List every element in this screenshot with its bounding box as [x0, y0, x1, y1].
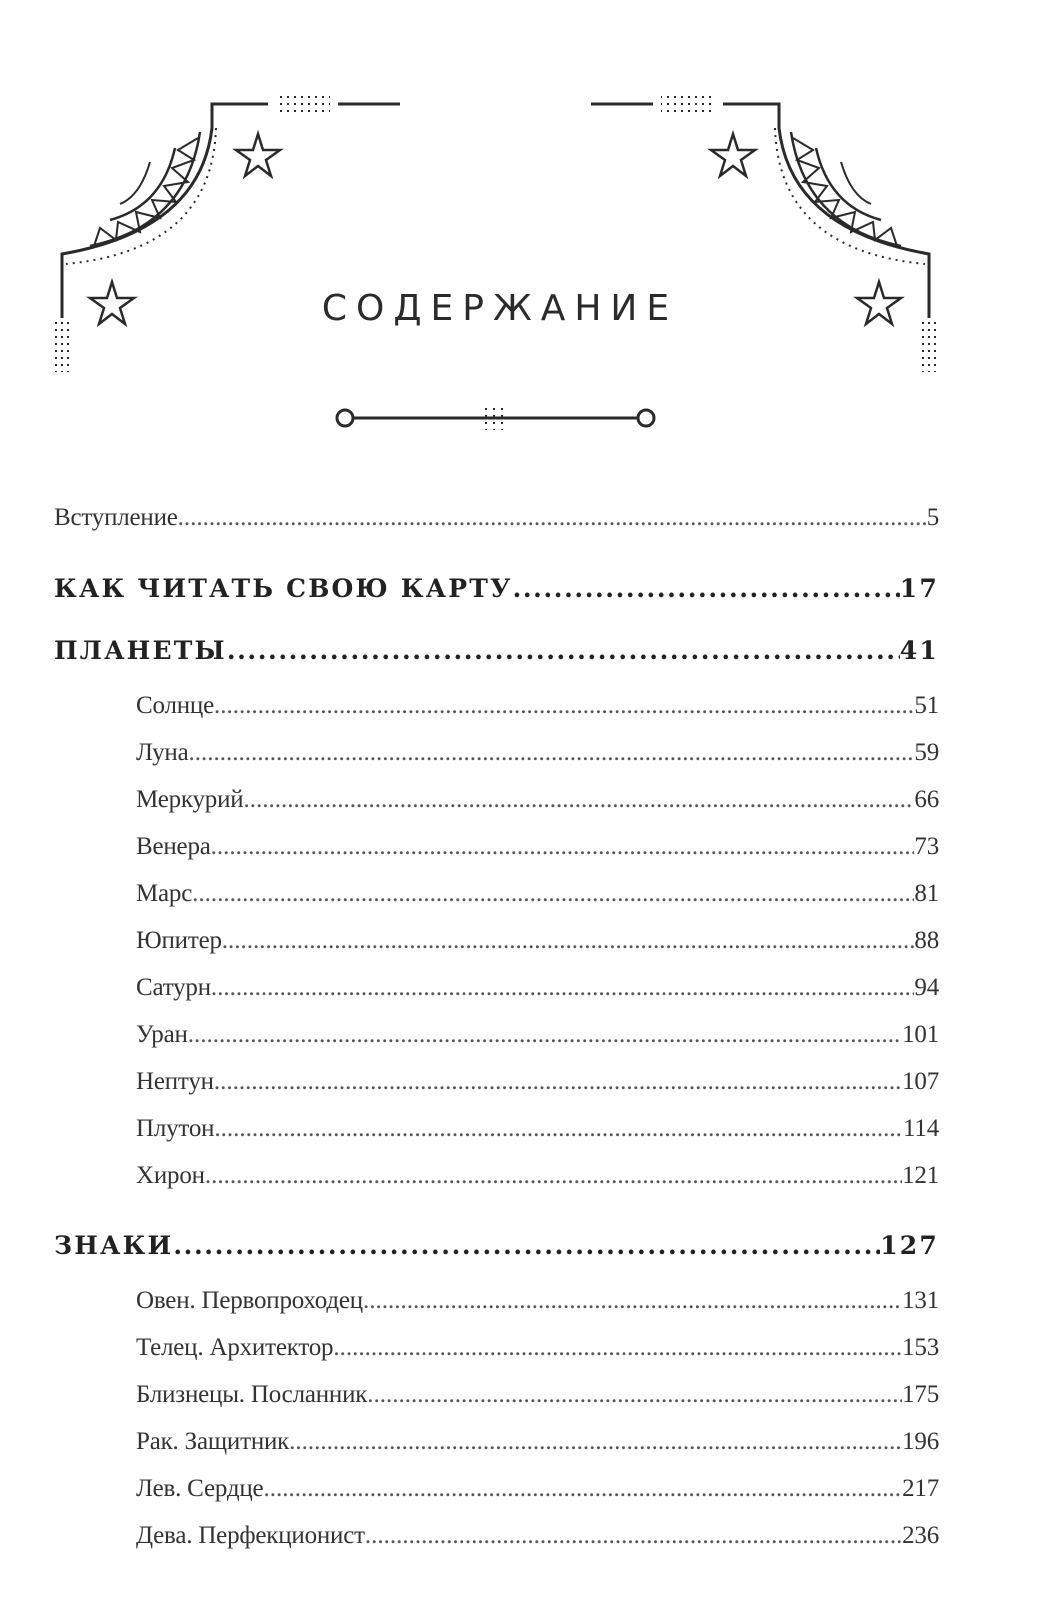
toc-entry-label: Юпитер — [136, 927, 222, 954]
toc-entry-label: Марс — [136, 880, 193, 907]
title-divider — [337, 408, 654, 430]
dot-leader — [211, 964, 914, 1011]
toc-entry-label: Венера — [136, 833, 211, 860]
toc-entry-page: 94 — [914, 974, 939, 1001]
dot-leader — [189, 729, 915, 776]
toc-entry-label: Солнце — [136, 692, 214, 719]
page-title: СОДЕРЖАНИЕ — [321, 288, 679, 329]
dot-leader — [363, 1277, 902, 1324]
toc-entry-label: Луна — [136, 739, 189, 766]
dot-leader — [333, 1324, 902, 1371]
dot-leader — [178, 496, 927, 540]
toc-entry-label: Уран — [136, 1021, 188, 1048]
toc-entry-sun[interactable] — [54, 682, 939, 729]
toc-entry-page: 175 — [902, 1381, 939, 1408]
toc-section-how-to-read[interactable] — [54, 558, 939, 620]
toc-entry-page: 217 — [902, 1475, 939, 1502]
toc-entry-page: 88 — [914, 927, 939, 954]
toc-entry-label: Рак. Защитник — [136, 1428, 290, 1455]
toc-entry-saturn[interactable] — [54, 964, 939, 1011]
dot-leader — [173, 1215, 880, 1277]
toc-entry-page: 59 — [914, 739, 939, 766]
toc-entry-page: 236 — [902, 1522, 939, 1549]
toc-entry-chiron[interactable] — [54, 1152, 939, 1199]
dot-leader — [192, 870, 914, 917]
toc-entry-label: Лев. Сердце — [136, 1475, 264, 1502]
toc-section-page: 127 — [880, 1231, 939, 1260]
dot-leader — [214, 1105, 903, 1152]
toc-entry-label: Близнецы. Посланник — [136, 1381, 368, 1408]
table-of-contents — [54, 496, 939, 1559]
toc-entry-label: Нептун — [136, 1068, 214, 1095]
dot-leader — [263, 1465, 902, 1512]
toc-entry-moon[interactable] — [54, 729, 939, 776]
dot-leader — [513, 558, 900, 620]
toc-entry-page: 5 — [926, 504, 939, 531]
toc-entry-leo[interactable] — [54, 1465, 939, 1512]
dot-leader — [205, 1152, 902, 1199]
toc-entry-cancer[interactable] — [54, 1418, 939, 1465]
dot-leader — [365, 1512, 902, 1559]
toc-entry-intro[interactable] — [54, 496, 939, 540]
toc-entry-page: 81 — [914, 880, 939, 907]
toc-entry-page: 131 — [902, 1287, 939, 1314]
dot-leader — [188, 1011, 902, 1058]
toc-section-label: ПЛАНЕТЫ — [54, 636, 227, 665]
toc-entry-aries[interactable] — [54, 1277, 939, 1324]
toc-entry-pluto[interactable] — [54, 1105, 939, 1152]
toc-section-planets[interactable] — [54, 620, 939, 682]
toc-entry-jupiter[interactable] — [54, 917, 939, 964]
toc-entry-page: 73 — [914, 833, 939, 860]
toc-section-page: 41 — [899, 636, 939, 665]
toc-entry-page: 107 — [902, 1068, 939, 1095]
dot-leader — [222, 917, 915, 964]
toc-entry-page: 121 — [902, 1162, 939, 1189]
dot-leader — [227, 620, 900, 682]
toc-section-page: 17 — [899, 574, 939, 603]
dot-leader — [289, 1418, 902, 1465]
header-ornament — [0, 0, 1059, 470]
toc-entry-label: Хирон — [136, 1162, 205, 1189]
toc-entry-label: Овен. Первопроходец — [136, 1287, 363, 1314]
dot-leader — [214, 1058, 902, 1105]
toc-entry-page: 51 — [914, 692, 939, 719]
toc-entry-gemini[interactable] — [54, 1371, 939, 1418]
toc-section-label: КАК ЧИТАТЬ СВОЮ КАРТУ — [54, 574, 513, 603]
toc-entry-uranus[interactable] — [54, 1011, 939, 1058]
toc-entry-label: Сатурн — [136, 974, 211, 1001]
toc-entry-mercury[interactable] — [54, 776, 939, 823]
toc-entry-venus[interactable] — [54, 823, 939, 870]
toc-entry-label: Дева. Перфекционист — [136, 1522, 365, 1549]
toc-entry-label: Плутон — [136, 1115, 215, 1142]
toc-entry-virgo[interactable] — [54, 1512, 939, 1559]
toc-entry-page: 101 — [902, 1021, 939, 1048]
toc-entry-label: Телец. Архитектор — [136, 1334, 334, 1361]
toc-entry-neptune[interactable] — [54, 1058, 939, 1105]
toc-entry-label: Меркурий — [136, 786, 244, 813]
toc-entry-page: 196 — [902, 1428, 939, 1455]
right-corner-ornament — [591, 97, 935, 372]
toc-section-label: ЗНАКИ — [54, 1231, 174, 1260]
toc-entry-page: 153 — [902, 1334, 939, 1361]
left-corner-ornament — [56, 97, 400, 372]
toc-entry-mars[interactable] — [54, 870, 939, 917]
toc-entry-page: 114 — [903, 1115, 939, 1142]
dot-leader — [367, 1371, 902, 1418]
toc-section-signs[interactable] — [54, 1215, 939, 1277]
dot-leader — [214, 682, 914, 729]
toc-entry-label: Вступление — [54, 504, 178, 531]
dot-leader — [243, 776, 914, 823]
dot-leader — [211, 823, 915, 870]
toc-entry-page: 66 — [914, 786, 939, 813]
toc-entry-taurus[interactable] — [54, 1324, 939, 1371]
